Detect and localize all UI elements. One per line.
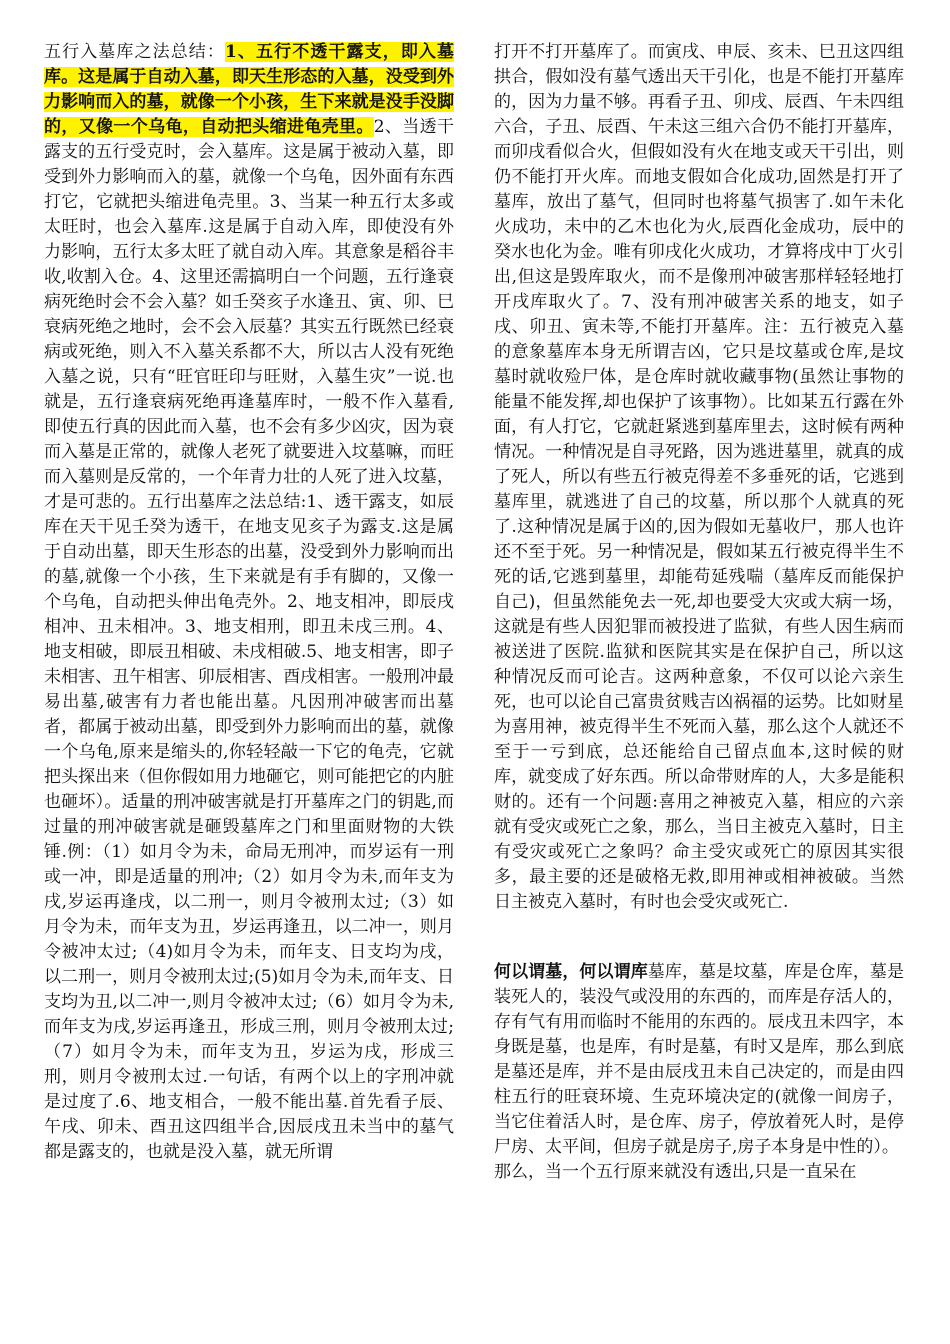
left-paragraph — [44, 40, 454, 1165]
paragraph-gap — [494, 915, 904, 960]
highlighted-passage: 1、五行不透干露支，即入墓库。这是属于自动入墓，即天生形态的入墓，没受到外力影响而入的墓，就像一个小孩，生下来就是没手没脚的，又像一个乌龟，自动把头缩进龟壳里。 — [44, 42, 455, 137]
right-paragraph-1: 打开不打开墓库了。而寅戌、申辰、亥未、巳丑这四组拱合，假如没有墓气透出天干引化，也是不能打开墓库的，因为力量不够。再看子丑、卯戌、辰酉、午未四组六合，子丑、辰酉、午未这三组六合仍不能打开墓库，而卯戌看似合火，但假如没有火在地支或天干引出，则仍不能打开火库。而地支假如合化成功,固然是打开了墓库，放出了墓气，但同时也将墓气损害了.如午未化火成功，未中的乙木也化为火,辰酉化金成功，辰中的癸水也化为金。唯有卯戌化火成功，才算将戌中丁火引出,但这是毁库取火，而不是像刑冲破害那样轻轻地打开戌库取火了。7、没有刑冲破害关系的地支，如子戌、卯丑、寅未等,不能打开墓库。注：五行被克入墓的意象墓库本身无所谓吉凶，它只是坟墓或仓库,是坟墓时就收殓尸体，是仓库时就收藏事物(虽然让事物的能量不能发挥,却也保护了该事物）。比如某五行露在外面，有人打它，它就赶紧逃到墓库里去，这时候有两种情况。一种情况是自寻死路，因为逃进墓里，就真的成了死人，所以有些五行被克得差不多垂死的话，它逃到墓库里，就逃进了自己的坟墓，所以那个人就真的死了.这种情况是属于凶的,因为假如无墓收尸，那人也许还不至于死。另一种情况是，假如某五行被克得半生不死的话,它逃到墓里，却能苟延残喘（墓库反而能保护自己)，但虽然能免去一死,却也要受大灾或大病一场，这就是有些人因犯罪而被投进了监狱，有些人因生病而被送进了医院.监狱和医院其实是在保护自己，所以这种情况反而可论吉。这两种意象，不仅可以论六亲生死，也可以论自己富贵贫贱吉凶祸福的运势。比如财星为喜用神，被克得半生不死而入墓，那么这个人就还不至于一亏到底，总还能给自己留点血本,这时候的财库，就变成了好东西。所以命带财库的人，大多是能积财的。还有一个问题:喜用之神被克入墓，相应的六亲就有受灾或死亡之象，那么，当日主被克入墓时，日主有受灾或死亡之象吗？命主受灾或死亡的原因其实很多，最主要的还是破格无救,即用神或相神被破。当然日主被克入墓时，有时也会受灾或死亡. — [494, 42, 904, 912]
left-column — [44, 40, 454, 1165]
right-paragraph-3: 那么，当一个五行原来就没有透出,只是一直呆在 — [494, 1162, 857, 1182]
summary-intro: 五行入墓库之法总结： — [44, 42, 225, 62]
right-paragraph-2 — [494, 960, 904, 1160]
right-column — [494, 40, 904, 1185]
section-heading: 何以谓墓，何以谓库 — [494, 962, 648, 982]
section-body: 墓库，墓是坟墓，库是仓库，墓是装死人的，装没气或没用的东西的，而库是存活人的，存有气有用而临时不能用的东西的。辰戌丑未四字，本身既是墓，也是库，有时是墓，有时又是库，那么到底是墓还是库，并不是由辰戌丑未自己决定的，而是由四柱五行的旺衰环境、生克环境决定的(就像一间房子，当它住着活人时，是仓库、房子，停放着死人时，是停尸房、太平间，但房子就是房子,房子本身是中性的）。 — [494, 962, 905, 1157]
left-body-text: 2、当透干露支的五行受克时，会入墓库。这是属于被动入墓，即受到外力影响而入的墓，就像一个乌龟，因外面有东西打它，它就把头缩进龟壳里。3、当某一种五行太多或太旺时，也会入墓库.这是属于自动入库，即使没有外力影响，五行太多太旺了就自动入库。其意象是稻谷丰收,收割入仓。4、这里还需搞明白一个问题，五行逢衰病死绝时会不会入墓？如壬癸亥子水逢丑、寅、卯、巳衰病死绝之地时，会不会入辰墓？其实五行既然已经衰病或死绝，则入不入墓关系都不大，所以古人没有死绝入墓之说，只有“旺官旺印与旺财，入墓生灾”一说.也就是，五行逢衰病死绝再逢墓库时，一般不作入墓看,即使五行真的因此而入墓，也不会有多少凶灾，因为衰而入墓是正常的，就像人老死了就要进入坟墓嘛，而旺而入墓则是反常的，一个年青力壮的人死了进入坟墓，才是可悲的。五行出墓库之法总结:1、透干露支，如辰库在天干见壬癸为透干，在地支见亥子为露支.这是属于自动出墓，即天生形态的出墓，没受到外力影响而出的墓,就像一个小孩，生下来就是有手有脚的，又像一个乌龟，自动把头伸出龟壳外。2、地支相冲，即辰戌相冲、丑未相冲。3、地支相刑，即丑未戌三刑。4、地支相破，即辰丑相破、未戌相破.5、地支相害，即子未相害、丑午相害、卯辰相害、酉戌相害。一般刑冲最易出墓,破害有力者也能出墓。凡因刑冲破害而出墓者，都属于被动出墓，即受到外力影响而出的墓，就像一个乌龟,原来是缩头的,你轻轻敲一下它的龟壳，它就把头探出来（但你假如用力地砸它，则可能把它的内脏也砸坏）。适量的刑冲破害就是打开墓库之门的钥匙,而过量的刑冲破害就是砸毁墓库之门和里面财物的大铁锤.例：（1）如月令为未，命局无刑冲，而岁运有一刑或一冲，即是适量的刑冲;（2）如月令为未,而年支为戌,岁运再逢戌，以二刑一，则月令被刑太过;（3）如月令为未，而年支为丑，岁运再逢丑，以二冲一，则月令被冲太过;（4)如月令为未，而年支、日支均为戌，以二刑一，则月令被刑太过;(5)如月令为未,而年支、日支均为丑,以二冲一,则月令被冲太过;（6）如月令为未,而年支为戌,岁运再逢丑，形成三刑，则月令被刑太过;（7）如月令为未，而年支为丑，岁运为戌，形成三刑，则月令被刑太过.一句话，有两个以上的字刑冲就是过度了.6、地支相合，一般不能出墓.首先看子辰、午戌、卯未、酉丑这四组半合,因辰戌丑未当中的墓气都是露支的，也就是没入墓，就无所谓 — [44, 117, 454, 1162]
